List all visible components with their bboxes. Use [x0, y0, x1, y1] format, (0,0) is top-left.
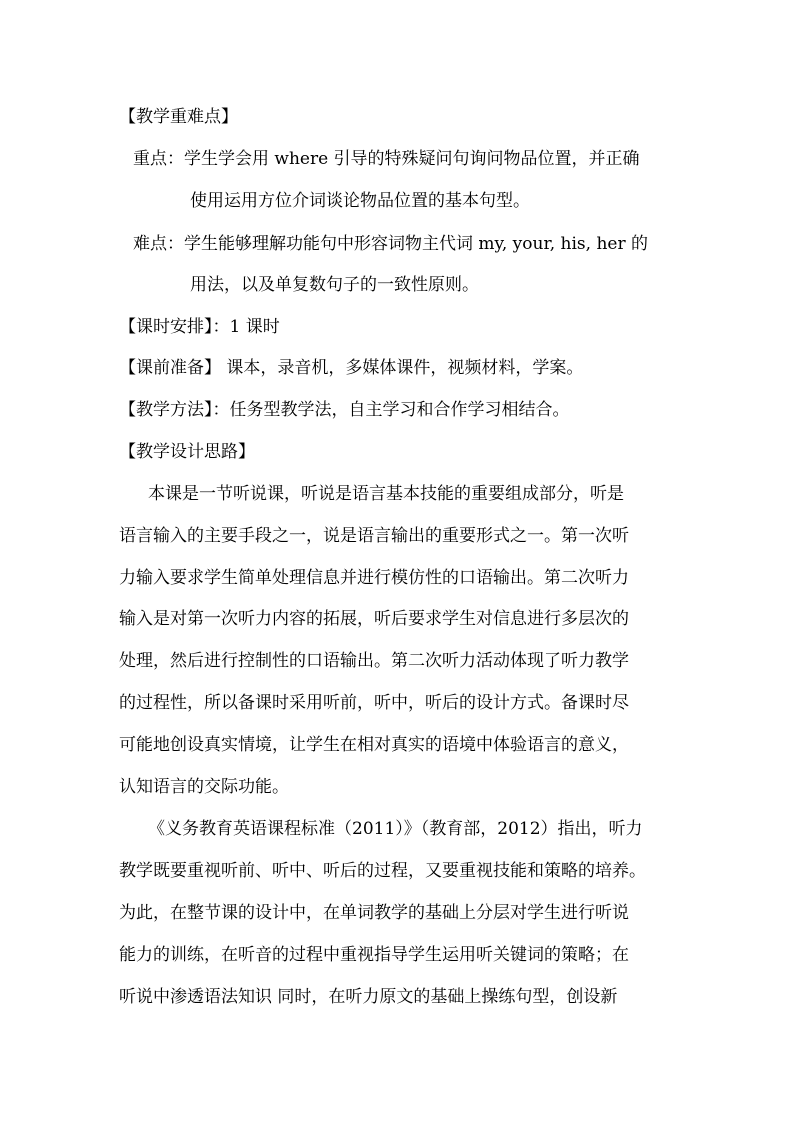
difficulty-line-2: 用法，以及单复数句子的一致性原则。 — [190, 275, 479, 295]
design-heading: 【教学设计思路】 — [119, 442, 255, 462]
paragraph1-line-3: 力输入要求学生简单处理信息并进行模仿性的口语输出。第二次听力 — [119, 568, 629, 588]
focus-line-2: 使用运用方位介词谈论物品位置的基本句型。 — [190, 191, 530, 211]
paragraph1-line-5: 处理，然后进行控制性的口语输出。第二次听力活动体现了听力教学 — [119, 651, 629, 671]
paragraph2-line-5: 听说中渗透语法知识 同时，在听力原文的基础上操练句型，创设新 — [119, 987, 618, 1007]
difficulties-heading: 【教学重难点】 — [119, 107, 238, 127]
paragraph2-line-3: 为此，在整节课的设计中，在单词教学的基础上分层对学生进行听说 — [119, 903, 629, 923]
paragraph1-line-7: 可能地创设真实情境，让学生在相对真实的语境中体验语言的意义， — [119, 735, 629, 755]
paragraph1-line-4: 输入是对第一次听力内容的拓展，听后要求学生对信息进行多层次的 — [119, 609, 629, 629]
focus-line-1: 重点：学生学会用 where 引导的特殊疑问句询问物品位置，并正确 — [133, 149, 640, 169]
paragraph1-line-2: 语言输入的主要手段之一，说是语言输出的重要形式之一。第一次听 — [119, 526, 629, 546]
paragraph1-line-1: 本课是一节听说课，听说是语言基本技能的重要组成部分，听是 — [148, 484, 624, 504]
paragraph2-line-4: 能力的训练，在听音的过程中重视指导学生运用听关键词的策略；在 — [119, 945, 629, 965]
paragraph2-line-1: 《义务教育英语课程标准（2011）》（教育部，2012）指出，听力 — [148, 819, 643, 839]
paragraph1-line-6: 的过程性，所以备课时采用听前，听中，听后的设计方式。备课时尽 — [119, 693, 629, 713]
method-line: 【教学方法】：任务型教学法，自主学习和合作学习相结合。 — [119, 400, 570, 420]
difficulty-line-1: 难点：学生能够理解功能句中形容词物主代词 my, your, his, her 的 — [133, 234, 648, 254]
preparation-line: 【课前准备】 课本，录音机，多媒体课件，视频材料，学案。 — [119, 358, 584, 378]
paragraph2-line-2: 教学既要重视听前、听中、听后的过程，又要重视技能和策略的培养。 — [119, 861, 646, 881]
schedule-line: 【课时安排】：1 课时 — [119, 317, 280, 337]
paragraph1-line-8: 认知语言的交际功能。 — [119, 777, 289, 797]
